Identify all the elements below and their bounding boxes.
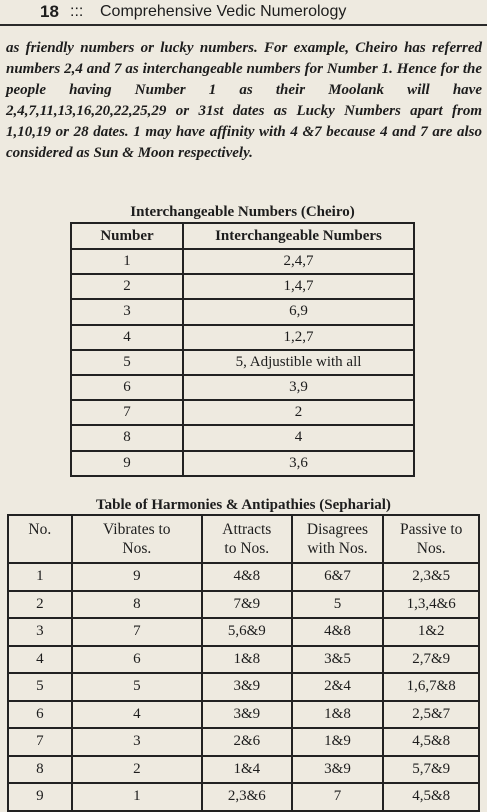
table1-caption: Interchangeable Numbers (Cheiro) [130, 204, 355, 220]
table-row [71, 274, 414, 299]
table-cell: 4 [8, 646, 72, 674]
table-cell: 2 [8, 591, 72, 619]
table-cell: 3&9 [202, 701, 292, 729]
table-cell: 6&7 [292, 563, 384, 591]
table-row [71, 325, 414, 350]
table-cell: 6 [72, 646, 202, 674]
table-cell: 1,4,7 [183, 274, 414, 299]
column-header [8, 515, 72, 563]
table-row [8, 563, 479, 591]
table-cell: 3,9 [183, 375, 414, 400]
table-cell: 8 [71, 425, 183, 450]
column-header-line: Passive to [399, 521, 463, 538]
column-header [202, 515, 292, 563]
table-row [71, 375, 414, 400]
table-cell: 1,2,7 [183, 325, 414, 350]
table-cell: 2&6 [202, 728, 292, 756]
table-cell: 2,7&9 [383, 646, 479, 674]
table-cell: 3,6 [183, 451, 414, 476]
table-cell: 6 [71, 375, 183, 400]
column-header: Interchangeable Numbers [183, 223, 414, 249]
page-header [0, 0, 487, 26]
column-header: Number [71, 223, 183, 249]
column-header-line: No. [28, 521, 52, 538]
body-paragraph: as friendly numbers or lucky numbers. For example, Cheiro has referred numbers 2,4 and 7 as interchangeable numbers for Number 1. Hence for the people having Number 1 as their Moolank will have 2,4,7,11,13,16,20,22,25,29 or 31st dates as Lucky Numbers apart from 1,10,19 or 28 dates. 1 may have affinity with 4 &7 because 4 and 7 are also considered as Sun & Moon respectively. [6, 40, 482, 161]
table-cell: 6,9 [183, 299, 414, 324]
table-cell: 5,7&9 [383, 756, 479, 784]
table-cell: 7 [8, 728, 72, 756]
column-header-line: to Nos. [224, 540, 270, 557]
table-cell: 3 [71, 299, 183, 324]
table-cell: 2,3&5 [383, 563, 479, 591]
table-cell: 1 [72, 783, 202, 811]
table-cell: 4 [71, 325, 183, 350]
table-cell: 2,4,7 [183, 249, 414, 274]
table-row [8, 618, 479, 646]
table-cell: 5 [72, 673, 202, 701]
table-cell: 4&8 [202, 563, 292, 591]
table-cell: 3 [72, 728, 202, 756]
table-cell: 2 [183, 400, 414, 425]
table-cell: 9 [71, 451, 183, 476]
harmonies-antipathies-table [7, 514, 480, 812]
table-cell: 8 [8, 756, 72, 784]
column-header-line: Nos. [416, 540, 446, 557]
table-cell: 2 [72, 756, 202, 784]
table-cell: 8 [72, 591, 202, 619]
table-row [71, 400, 414, 425]
book-title: Comprehensive Vedic Numerology [100, 3, 347, 20]
table-cell: 1&2 [383, 618, 479, 646]
interchangeable-numbers-table [70, 222, 415, 477]
table-cell: 5 [8, 673, 72, 701]
table-row [71, 299, 414, 324]
table-cell: 9 [72, 563, 202, 591]
table-row [8, 701, 479, 729]
table-cell: 2 [71, 274, 183, 299]
table-cell: 7 [292, 783, 384, 811]
table-row [71, 249, 414, 274]
table-row [8, 783, 479, 811]
table-cell: 2,5&7 [383, 701, 479, 729]
column-header-line: Vibrates to [103, 521, 171, 538]
table-cell: 5 [71, 350, 183, 375]
table-cell: 3&9 [202, 673, 292, 701]
column-header-line: Disagrees [306, 521, 369, 538]
table-row [8, 591, 479, 619]
table-row [8, 756, 479, 784]
header-separator: ::: [70, 3, 84, 20]
column-header-line: with Nos. [307, 540, 368, 557]
table-cell: 4,5&8 [383, 728, 479, 756]
table-row [71, 350, 414, 375]
table-cell: 7 [71, 400, 183, 425]
table-cell: 9 [8, 783, 72, 811]
table-cell: 4,5&8 [383, 783, 479, 811]
table-row [8, 673, 479, 701]
table-row [8, 728, 479, 756]
page-number: 18 [40, 2, 59, 21]
table-header-row [8, 515, 479, 563]
table-cell: 2&4 [292, 673, 384, 701]
table-cell: 7&9 [202, 591, 292, 619]
table-cell: 2,3&6 [202, 783, 292, 811]
table-cell: 1,3,4&6 [383, 591, 479, 619]
column-header-line: Nos. [122, 540, 152, 557]
table2-caption: Table of Harmonies & Antipathies (Sepharial) [96, 497, 391, 513]
table-cell: 3&5 [292, 646, 384, 674]
table-cell: 4&8 [292, 618, 384, 646]
table-cell: 4 [72, 701, 202, 729]
table-cell: 1&9 [292, 728, 384, 756]
column-header [383, 515, 479, 563]
table-cell: 1 [8, 563, 72, 591]
table-cell: 4 [183, 425, 414, 450]
table-row [8, 646, 479, 674]
table-row [71, 451, 414, 476]
table-cell: 6 [8, 701, 72, 729]
column-header-line: Attracts [222, 521, 272, 538]
table-cell: 1&8 [202, 646, 292, 674]
table-cell: 3&9 [292, 756, 384, 784]
table-cell: 5 [292, 591, 384, 619]
table-cell: 1,6,7&8 [383, 673, 479, 701]
table-cell: 1&8 [292, 701, 384, 729]
table-row [71, 425, 414, 450]
table-cell: 5, Adjustible with all [183, 350, 414, 375]
table-cell: 3 [8, 618, 72, 646]
column-header [72, 515, 202, 563]
table-header-row [71, 223, 414, 249]
table-cell: 1 [71, 249, 183, 274]
table-cell: 1&4 [202, 756, 292, 784]
column-header [292, 515, 384, 563]
table-cell: 7 [72, 618, 202, 646]
table-cell: 5,6&9 [202, 618, 292, 646]
